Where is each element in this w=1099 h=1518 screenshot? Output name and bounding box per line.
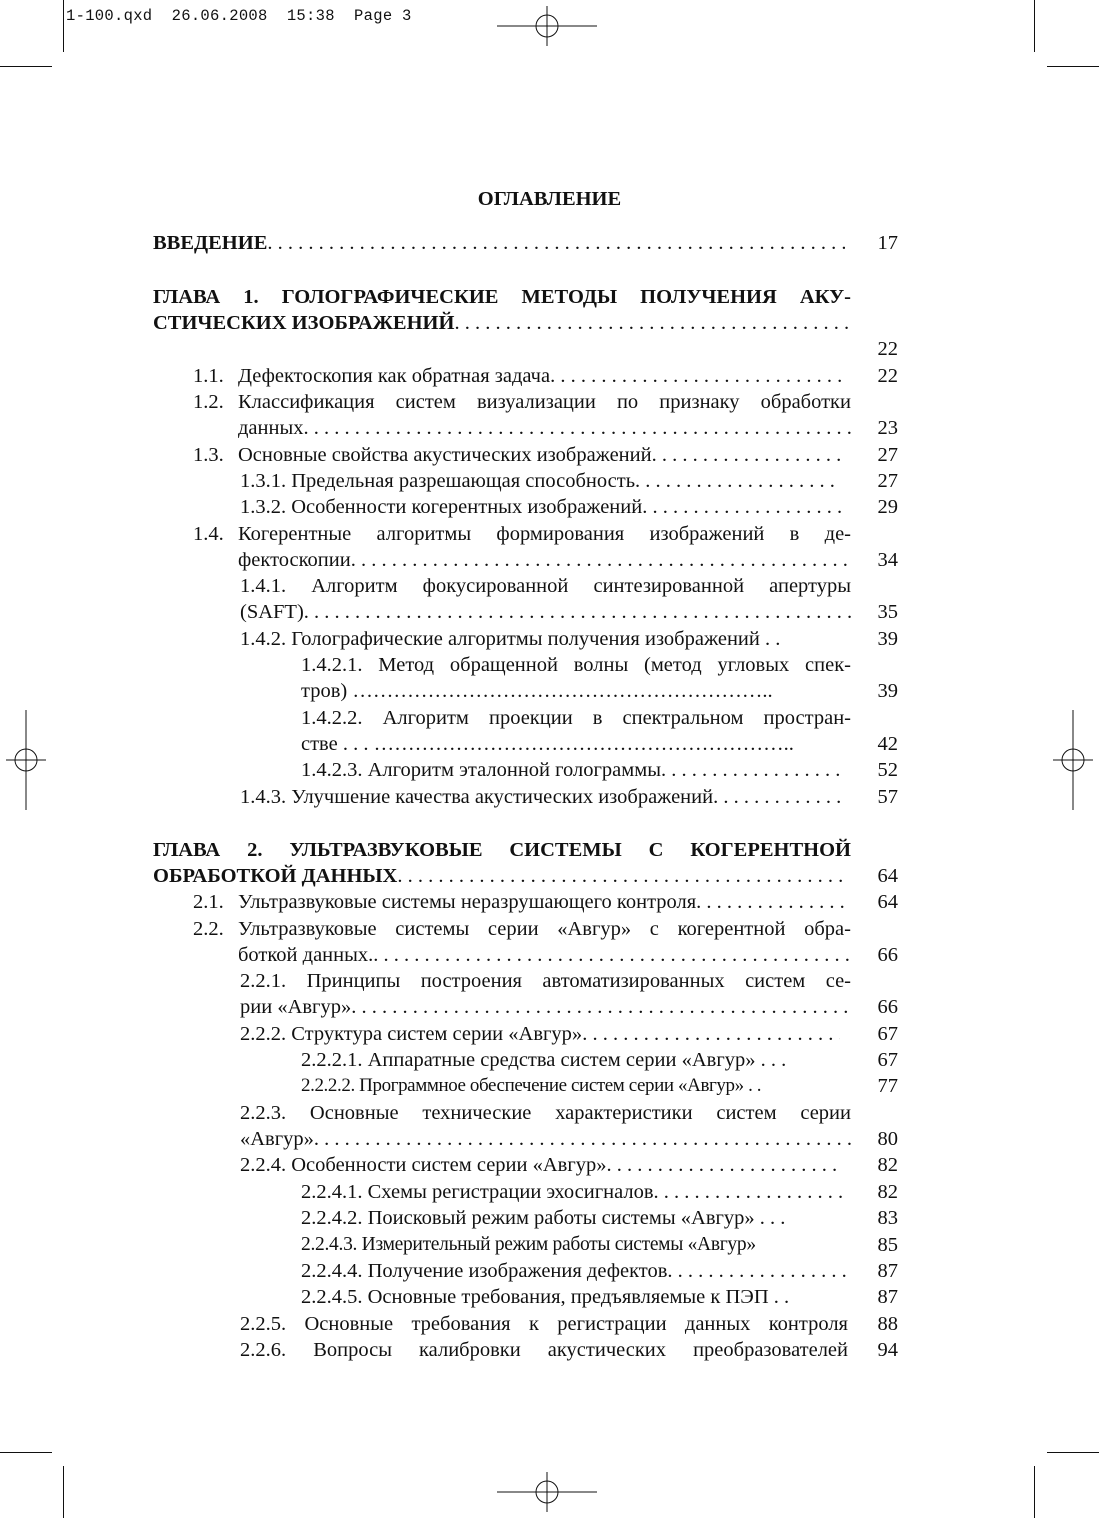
toc-entry-2-2-6 bbox=[0, 1337, 1099, 1363]
toc-page-number: 87 bbox=[877, 1260, 898, 1282]
toc-label: ГЛАВА 2. УЛЬТРАЗВУКОВЫЕ СИСТЕМЫ С КОГЕРЕНТНОЙ bbox=[153, 839, 851, 861]
toc-label: Когерентные алгоритмы формирования изображений в де- bbox=[238, 523, 851, 545]
toc-label: 2.2.2. Структура систем серии «Авгур» bbox=[240, 1023, 583, 1045]
toc-entry-2-1 bbox=[0, 889, 1099, 915]
toc-page-number: 34 bbox=[877, 549, 898, 571]
toc-entry-1-4-2-2-cont bbox=[0, 731, 1099, 757]
toc-label: СТИЧЕСКИХ ИЗОБРАЖЕНИЙ bbox=[153, 312, 455, 334]
toc-entry-1-2-cont bbox=[0, 415, 1099, 441]
crop-mark-bottom-right-h bbox=[1047, 1452, 1099, 1453]
toc-number: 1.3. bbox=[193, 444, 224, 466]
toc-entry-2-2-4-3 bbox=[0, 1232, 1099, 1258]
toc-entry-2-2-1 bbox=[0, 968, 1099, 994]
toc-number: 1.1. bbox=[193, 365, 224, 387]
toc-label: 2.2.2.2. Программное обеспечение систем серии «Авгур» . . bbox=[301, 1075, 762, 1096]
crop-mark-bottom-right-v bbox=[1034, 1466, 1035, 1518]
toc-page-number: 67 bbox=[877, 1049, 898, 1071]
toc-entry-2-2-4 bbox=[0, 1152, 1099, 1178]
toc-entry-chapter-2-cont bbox=[0, 863, 1099, 889]
toc-label: фектоскопии bbox=[238, 549, 351, 571]
toc-label: Классификация систем визуализации по признаку обработки bbox=[238, 391, 851, 413]
toc-entry-1-3-1 bbox=[0, 468, 1099, 494]
toc-entry-1-4-2-3 bbox=[0, 757, 1099, 783]
toc-label: боткой данных. bbox=[238, 944, 374, 966]
toc-page-number: 23 bbox=[877, 417, 898, 439]
toc-entry-1-4-2-1-cont bbox=[0, 678, 1099, 704]
toc-label: 2.2.6. Вопросы калибровки акустических преобразователей bbox=[240, 1339, 848, 1361]
toc-entry-2-2-3-cont bbox=[0, 1126, 1099, 1152]
toc-page-number: 29 bbox=[877, 496, 898, 518]
toc-label: Основные свойства акустических изображений bbox=[238, 444, 652, 466]
toc-page-number: 39 bbox=[877, 680, 898, 702]
toc-page-number: 52 bbox=[877, 759, 898, 781]
toc-page-number: 82 bbox=[877, 1154, 898, 1176]
toc-label: рии «Авгур» bbox=[240, 996, 352, 1018]
registration-mark-bottom-icon bbox=[497, 1472, 597, 1512]
toc-label: 2.2.5. Основные требования к регистрации данных контроля bbox=[240, 1313, 848, 1335]
toc-page-number: 85 bbox=[877, 1234, 898, 1256]
toc-entry-2-2-2 bbox=[0, 1021, 1099, 1047]
toc-entry-2-2 bbox=[0, 916, 1099, 942]
toc-label: 1.4.3. Улучшение качества акустических изображений bbox=[240, 786, 714, 808]
toc-page-number: 42 bbox=[877, 733, 898, 755]
toc-entry-1-4-3 bbox=[0, 784, 1099, 810]
crop-mark-top-right-v bbox=[1034, 0, 1035, 52]
toc-number: 2.2. bbox=[193, 918, 224, 940]
toc-label: 2.2.4.1. Схемы регистрации эхосигналов bbox=[301, 1181, 654, 1203]
crop-mark-top-left-v bbox=[63, 0, 64, 52]
toc-entry-2-2-4-5 bbox=[0, 1284, 1099, 1310]
toc-label: 1.3.1. Предельная разрешающая способность bbox=[240, 470, 636, 492]
toc-label: 2.2.2.1. Аппаратные средства систем серии «Авгур» . . . bbox=[301, 1049, 787, 1071]
toc-entry-1-4-2-2 bbox=[0, 705, 1099, 731]
toc-page-number: 66 bbox=[877, 944, 898, 966]
toc-page-number: 27 bbox=[877, 470, 898, 492]
toc-page-number: 77 bbox=[877, 1075, 898, 1097]
toc-entry-1-4-2-1 bbox=[0, 652, 1099, 678]
toc-label: «Авгур» bbox=[240, 1128, 314, 1150]
toc-label: ВВЕДЕНИЕ bbox=[153, 232, 268, 254]
toc-page-number: 27 bbox=[877, 444, 898, 466]
crop-mark-top-left-h bbox=[0, 66, 52, 67]
toc-label: (SAFT) bbox=[240, 601, 304, 623]
toc-label: 2.2.4.5. Основные требования, предъявляемые к ПЭП . . bbox=[301, 1286, 790, 1308]
toc-entry-2-2-5 bbox=[0, 1311, 1099, 1337]
toc-label: 2.2.3. Основные технические характеристики систем серии bbox=[240, 1102, 851, 1124]
toc-page-number: 83 bbox=[877, 1207, 898, 1229]
toc-label: 2.2.1. Принципы построения автоматизированных систем се- bbox=[240, 970, 851, 992]
toc-number: 1.2. bbox=[193, 391, 224, 413]
crop-mark-top-right-h bbox=[1047, 66, 1099, 67]
toc-label: 1.4.2. Голографические алгоритмы получения изображений . . bbox=[240, 628, 781, 650]
toc-label: 1.4.2.1. Метод обращенной волны (метод угловых спек- bbox=[301, 654, 851, 676]
toc-label: 1.3.2. Особенности когерентных изображений bbox=[240, 496, 643, 518]
toc-number: 2.1. bbox=[193, 891, 224, 913]
toc-page-number: 82 bbox=[877, 1181, 898, 1203]
registration-mark-top-icon bbox=[497, 6, 597, 46]
toc-entry-2-2-2-2 bbox=[0, 1073, 1099, 1099]
toc-label: 1.4.2.2. Алгоритм проекции в спектральном простран- bbox=[301, 707, 851, 729]
page-title: ОГЛАВЛЕНИЕ bbox=[477, 188, 622, 210]
toc-entry-2-2-1-cont bbox=[0, 994, 1099, 1020]
crop-mark-bottom-left-h bbox=[0, 1452, 52, 1453]
toc-entry-1-4-2 bbox=[0, 626, 1099, 652]
toc-entry-2-2-3 bbox=[0, 1100, 1099, 1126]
toc-page-number: 87 bbox=[877, 1286, 898, 1308]
toc-page-number: 22 bbox=[877, 365, 898, 387]
toc-page-number: 67 bbox=[877, 1023, 898, 1045]
toc-label: 2.2.4.3. Измерительный режим работы системы «Авгур» bbox=[301, 1234, 756, 1255]
toc-page-number: 88 bbox=[877, 1313, 898, 1335]
toc-page-number: 35 bbox=[877, 601, 898, 623]
toc-label: 2.2.4.2. Поисковый режим работы системы «Авгур» . . . bbox=[301, 1207, 786, 1229]
toc-page-number: 64 bbox=[877, 865, 898, 887]
toc-page-number: 64 bbox=[877, 891, 898, 913]
toc-entry-chapter-1 bbox=[0, 284, 1099, 310]
toc-page-number: 22 bbox=[877, 338, 898, 360]
toc-entry-chapter-1-cont bbox=[0, 310, 1099, 336]
toc-entry-2-2-2-1 bbox=[0, 1047, 1099, 1073]
toc-page-number: 80 bbox=[877, 1128, 898, 1150]
toc-label: 2.2.4.4. Получение изображения дефектов bbox=[301, 1260, 668, 1282]
toc-label: данных bbox=[238, 417, 304, 439]
toc-entry-2-2-4-1 bbox=[0, 1179, 1099, 1205]
toc-label: ГЛАВА 1. ГОЛОГРАФИЧЕСКИЕ МЕТОДЫ ПОЛУЧЕНИЯ АКУ- bbox=[153, 286, 851, 308]
toc-label: ОБРАБОТКОЙ ДАННЫХ bbox=[153, 865, 398, 887]
toc-label: Ультразвуковые системы серии «Авгур» с когерентной обра- bbox=[238, 918, 851, 940]
toc-entry-1-4-1-cont bbox=[0, 599, 1099, 625]
toc-entry-2-2-4-4 bbox=[0, 1258, 1099, 1284]
toc-entry-1-4-cont bbox=[0, 547, 1099, 573]
toc-entry-chapter-2 bbox=[0, 837, 1099, 863]
toc-label: 1.4.2.3. Алгоритм эталонной голограммы bbox=[301, 759, 661, 781]
toc-number: 1.4. bbox=[193, 523, 224, 545]
toc-entry-1-3 bbox=[0, 442, 1099, 468]
toc-entry-introduction bbox=[0, 230, 1099, 256]
toc-page-number: 66 bbox=[877, 996, 898, 1018]
toc-page-number: 57 bbox=[877, 786, 898, 808]
toc-label: 1.4.1. Алгоритм фокусированной синтезированной апертуры bbox=[240, 575, 851, 597]
toc-entry-1-2 bbox=[0, 389, 1099, 415]
toc-entry-1-1 bbox=[0, 363, 1099, 389]
toc-entry-1-4 bbox=[0, 521, 1099, 547]
print-slug: 1-100.qxd 26.06.2008 15:38 Page 3 bbox=[66, 7, 412, 25]
toc-entry-1-4-1 bbox=[0, 573, 1099, 599]
toc-page-number: 94 bbox=[877, 1339, 898, 1361]
toc-label: тров) …………………………………………………….. bbox=[301, 680, 773, 702]
toc-entry-2-2-cont bbox=[0, 942, 1099, 968]
toc-label: стве . . . …………………………………………………….. bbox=[301, 733, 794, 755]
toc-label: Дефектоскопия как обратная задача bbox=[238, 365, 551, 387]
toc-page-number: 17 bbox=[877, 232, 898, 254]
toc-label: Ультразвуковые системы неразрушающего контроля bbox=[238, 891, 697, 913]
toc-entry-1-3-2 bbox=[0, 494, 1099, 520]
toc-label: 2.2.4. Особенности систем серии «Авгур» bbox=[240, 1154, 607, 1176]
toc-entry-2-2-4-2 bbox=[0, 1205, 1099, 1231]
crop-mark-bottom-left-v bbox=[63, 1466, 64, 1518]
toc-page-number: 39 bbox=[877, 628, 898, 650]
